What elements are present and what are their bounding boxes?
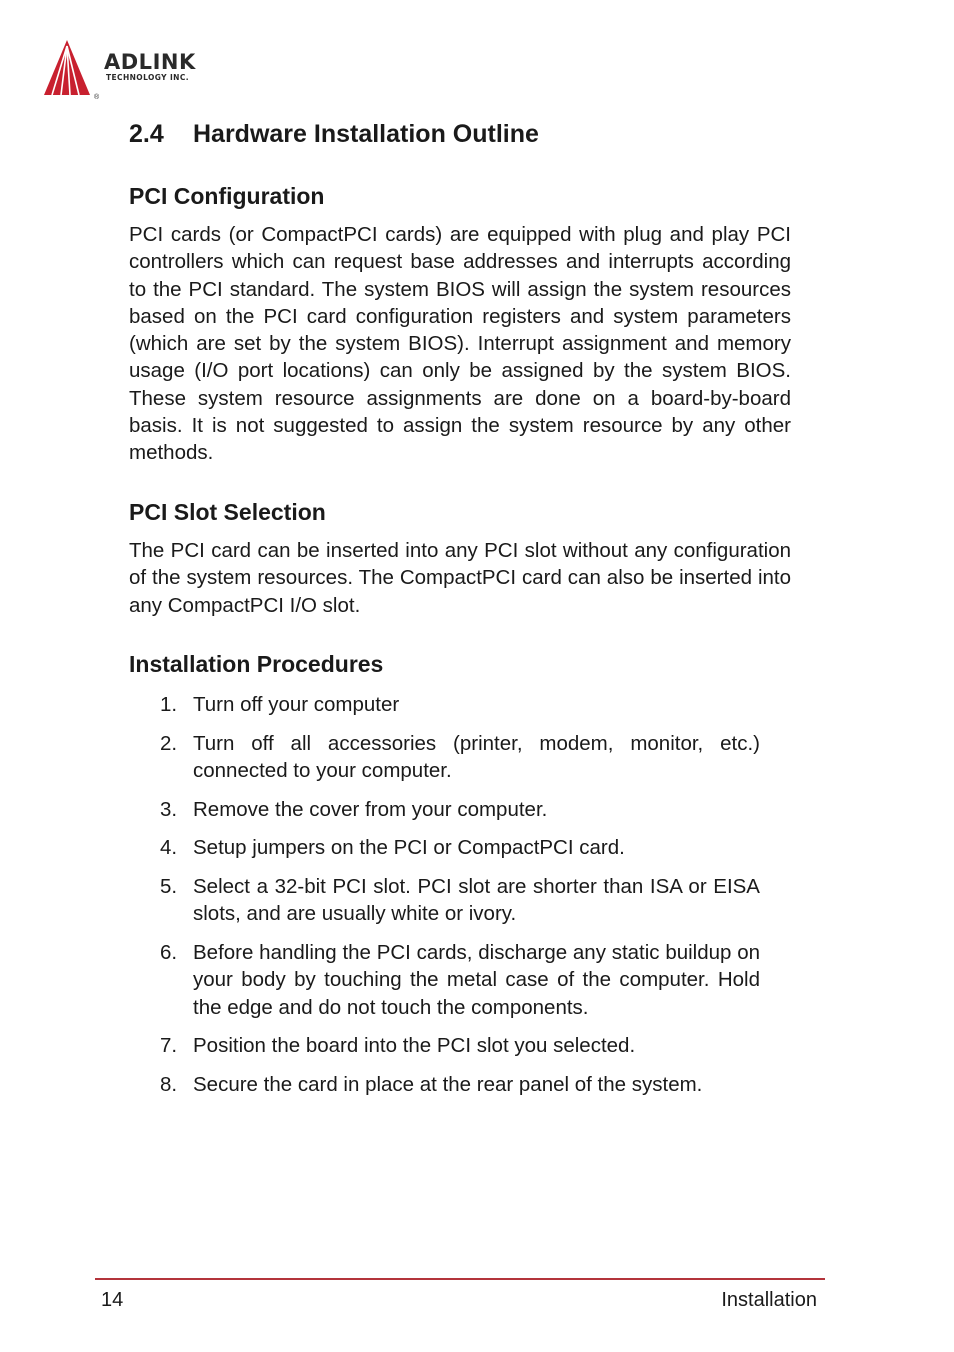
installation-procedures-heading: Installation Procedures <box>129 651 384 677</box>
footer-chapter-label: Installation <box>721 1289 817 1311</box>
pci-configuration-section <box>129 182 791 467</box>
step-number: 3. <box>160 797 178 821</box>
logo-subtitle-text: TECHNOLOGY INC. <box>106 73 190 82</box>
page-number: 14 <box>101 1289 124 1311</box>
list-item <box>160 1032 760 1059</box>
adlink-logo <box>42 38 242 100</box>
step-text: Remove the cover from your computer. <box>193 797 548 821</box>
step-text: Before handling the PCI cards, discharge any static buildup on your body by touching the metal case of the computer. Hold the edge and do not touch the components. <box>193 941 760 1019</box>
step-text: Secure the card in place at the rear panel of the system. <box>193 1073 703 1096</box>
svg-text:®: ® <box>94 94 100 100</box>
pci-slot-heading: PCI Slot Selection <box>129 499 326 525</box>
step-text: Turn off all accessories (printer, modem, monitor, etc.) connected to your computer. <box>193 731 760 782</box>
section-title <box>129 120 539 149</box>
step-number: 1. <box>160 693 178 716</box>
step-number: 4. <box>160 836 178 860</box>
list-item <box>160 796 760 823</box>
list-item <box>160 730 760 785</box>
step-number: 8. <box>160 1073 178 1096</box>
installation-steps-list <box>160 691 760 1110</box>
pci-configuration-heading: PCI Configuration <box>129 183 325 209</box>
list-item <box>160 691 760 718</box>
section-title-text: Hardware Installation Outline <box>193 120 539 148</box>
list-item <box>160 834 760 861</box>
adlink-triangle-icon <box>42 38 104 100</box>
step-number: 5. <box>160 875 178 899</box>
step-text: Position the board into the PCI slot you selected. <box>193 1034 636 1058</box>
pci-slot-section <box>129 498 791 619</box>
step-number: 7. <box>160 1034 178 1058</box>
step-text: Setup jumpers on the PCI or CompactPCI card. <box>193 836 625 860</box>
footer-divider <box>95 1278 825 1280</box>
pci-slot-paragraph: The PCI card can be inserted into any PCI slot without any configuration of the system resources. The CompactPCI card can also be inserted into any CompactPCI I/O slot. <box>129 539 791 617</box>
section-number: 2.4 <box>129 120 164 148</box>
list-item <box>160 873 760 928</box>
logo-brand-text: ADLINK <box>104 50 196 74</box>
step-number: 6. <box>160 941 178 965</box>
pci-configuration-paragraph: PCI cards (or CompactPCI cards) are equipped with plug and play PCI controllers which can request base addresses and interrupts according to the PCI standard. The system BIOS will assign the system resources based on the PCI card configuration registers and system parameters (which are set by the system BIOS). Interrupt assignment and memory usage (I/O port locations) can only be assigned by the system BIOS. These system resource assignments are done on a board-by-board basis. It is not suggested to assign the system resource by any other methods. <box>129 223 791 465</box>
step-number: 2. <box>160 731 178 755</box>
step-text: Turn off your computer <box>193 693 400 716</box>
installation-procedures-section <box>129 650 791 678</box>
list-item <box>160 939 760 1021</box>
step-text: Select a 32-bit PCI slot. PCI slot are shorter than ISA or EISA slots, and are usually white or ivory. <box>193 875 760 926</box>
list-item <box>160 1071 760 1098</box>
